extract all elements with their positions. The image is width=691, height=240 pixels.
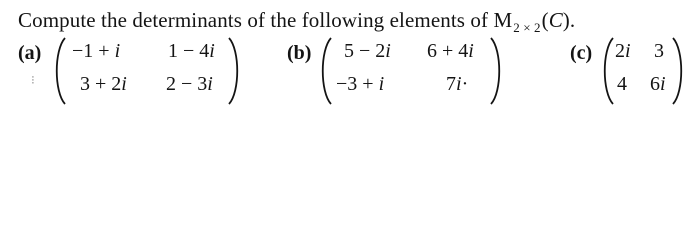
matrix-cell: 1 − 4i — [168, 40, 215, 62]
matrix-cell: 2i — [615, 40, 631, 62]
matrix-cell: −1 + i — [72, 40, 121, 62]
matrix-c — [600, 36, 686, 106]
field-open-paren: ( — [541, 8, 549, 32]
right-paren-icon — [670, 36, 686, 106]
matrix-cell: −3 + i — [336, 73, 385, 95]
field-close-paren: ). — [562, 8, 576, 32]
problem-c — [0, 36, 691, 106]
problem-label: (a) — [18, 42, 42, 64]
exercise-prompt — [18, 8, 575, 33]
problem-label: (c) — [570, 42, 593, 64]
matrix-cell: 6i — [650, 73, 666, 95]
left-paren-icon — [600, 36, 616, 106]
prompt-text: Compute the determinants of the following elements of — [18, 8, 494, 32]
matrix-cell: 5 − 2i — [344, 40, 391, 62]
matrix-space-subscript: 2 × 2 — [513, 20, 541, 35]
exercise-page — [0, 0, 691, 117]
scan-speck: ⁝ — [31, 73, 35, 87]
problem-label: (b) — [287, 42, 312, 64]
matrix-cell: 6 + 4i — [427, 40, 474, 62]
matrix-cell: 2 − 3i — [166, 73, 213, 95]
matrix-cell: 7i· — [446, 73, 469, 95]
field-letter: C — [548, 8, 563, 32]
matrix-cell: 3 — [654, 40, 664, 62]
matrix-cell: 4 — [617, 73, 627, 95]
matrix-cell: 3 + 2i — [80, 73, 127, 95]
matrix-space-symbol: M — [493, 8, 513, 32]
